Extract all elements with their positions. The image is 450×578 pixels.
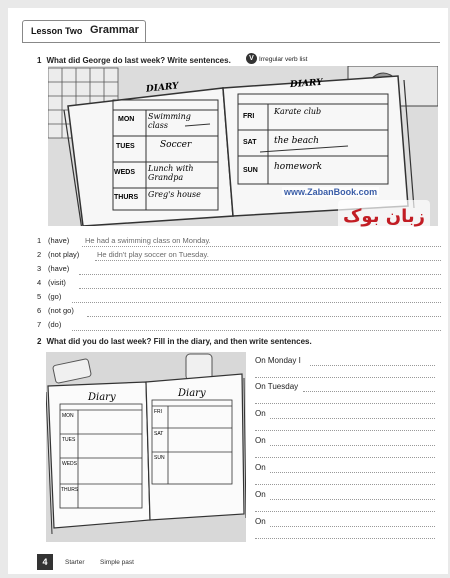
diary-title-left: DIARY [145,81,180,95]
sentence-line[interactable] [270,526,435,527]
section-label: Grammar [90,24,139,36]
exercise1-text: What did George do last week? Write sentences. [46,56,231,65]
diary-day-fri: FRI [243,113,255,120]
sentence-line[interactable] [270,445,435,446]
answer-row: 1 (have) He had a swimming class on Monday. [37,234,441,248]
diary-entry-weds: Lunch with Grandpa [148,164,194,182]
answer-row: 3 (have) [37,262,441,276]
footer-topic: Simple past [100,559,134,566]
diary-title-right: DIARY [289,77,323,91]
answer-text: He had a swimming class on Monday. [85,236,211,245]
answer-row: 2 (not play) He didn't play soccer on Tuesday. [37,248,441,262]
diary-entry-sun: homework [274,162,322,172]
irregular-verb-label[interactable]: Irregular verb list [259,56,308,63]
watermark-logo [338,200,430,230]
sentence-line[interactable] [255,377,435,378]
sentence-line[interactable] [255,538,435,539]
diary-entry-tues: Soccer [160,140,192,150]
answer-line[interactable] [79,274,441,275]
sentence-line[interactable] [255,457,435,458]
answer-text: He didn't play soccer on Tuesday. [97,250,209,259]
blank-diary-title-left: Diary [88,392,116,403]
diary-day-tues: TUES [116,143,135,150]
diary-day-sat: SAT [243,139,257,146]
diary-day-mon: MON [118,116,135,123]
blank-day-fri: FRI [154,409,163,415]
lesson-tab [22,20,146,43]
exercise2-instruction [37,337,312,346]
answer-line[interactable] [87,316,441,317]
diary-entry-thurs: Greg's house [148,190,201,199]
exercise1-number: 1 [37,56,42,65]
sentence-line[interactable] [270,418,435,419]
blank-diary-text [46,352,246,542]
answer-line[interactable] [72,330,441,331]
answer-line[interactable] [95,260,441,261]
blank-day-sun: SUN [154,455,165,461]
answer-row: 6 (not go) [37,304,441,318]
blank-day-sat: SAT [154,431,164,437]
header-rule [22,42,440,43]
exercise2-text: What did you do last week? Fill in the diary, and then write sentences. [46,337,312,346]
answer-line[interactable] [82,246,441,247]
blank-day-weds: WEDS [62,461,77,467]
blank-day-mon: MON [62,413,74,419]
diary-entry-sat: the beach [274,136,319,146]
sentence-line[interactable] [255,484,435,485]
answer-row: 7 (do) [37,318,441,332]
diary-day-weds: WEDS [114,169,135,176]
answer-row: 5 (go) [37,290,441,304]
diary-day-sun: SUN [243,167,258,174]
diary-day-thurs: THURS [114,194,139,201]
blank-day-tues: TUES [62,437,76,443]
blank-diary-title-right: Diary [178,388,206,399]
answer-line[interactable] [72,302,441,303]
sentence-line[interactable] [270,499,435,500]
watermark-logo-text: زبان بوک [343,206,425,227]
lesson-label: Lesson Two [31,26,83,36]
sentence-line[interactable] [255,403,435,404]
sentence-line[interactable] [270,472,435,473]
irregular-verb-badge-icon: V [246,53,257,64]
sentence-line[interactable] [310,365,435,366]
diary-entry-fri: Karate club [274,107,322,116]
page-number: 4 [37,554,53,570]
sentence-line[interactable] [255,511,435,512]
watermark-url: www.ZabanBook.com [284,187,378,197]
answer-row: 4 (visit) [37,276,441,290]
answer-line[interactable] [79,288,441,289]
diary-entry-mon: Swimming class [148,112,191,130]
footer-unit: Starter [65,559,85,566]
exercise1-instruction [37,56,231,65]
sentence-line[interactable] [255,430,435,431]
sentence-line[interactable] [303,391,435,392]
exercise2-number: 2 [37,337,42,346]
blank-day-thurs: THURS [61,487,79,493]
